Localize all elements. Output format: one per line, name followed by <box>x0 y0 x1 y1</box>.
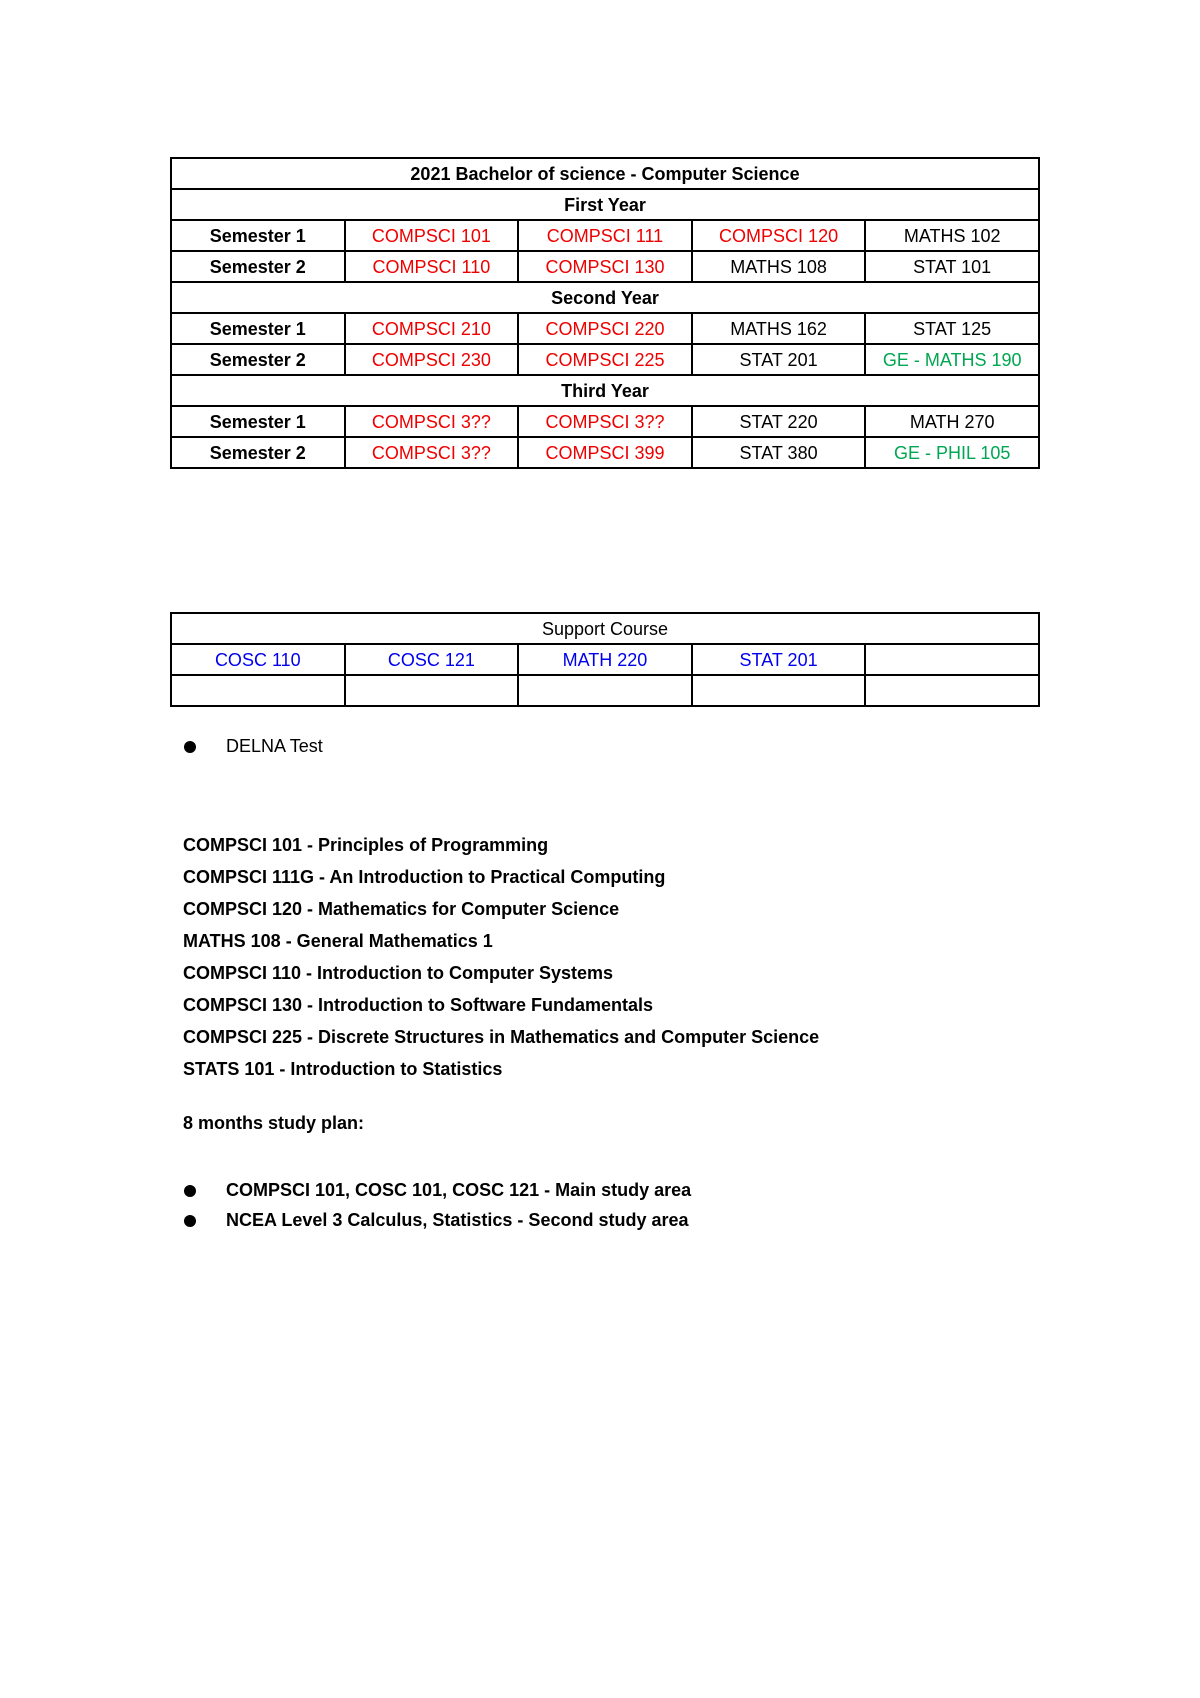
semester-label: Semester 1 <box>171 220 345 251</box>
support-course-row <box>171 644 1039 675</box>
course-cell: COMPSCI 3?? <box>345 406 519 437</box>
support-course-cell: COSC 110 <box>171 644 345 675</box>
course-cell: COMPSCI 110 <box>345 251 519 282</box>
course-description: COMPSCI 110 - Introduction to Computer Systems <box>183 963 614 983</box>
course-description: STATS 101 - Introduction to Statistics <box>183 1059 503 1079</box>
semester-label: Semester 1 <box>171 313 345 344</box>
semester-row <box>171 313 1039 344</box>
course-cell: COMPSCI 101 <box>345 220 519 251</box>
support-title: Support Course <box>171 613 1039 644</box>
year-row <box>171 375 1039 406</box>
plan-title: 2021 Bachelor of science - Computer Science <box>171 158 1039 189</box>
table-title-row <box>171 158 1039 189</box>
course-cell: COMPSCI 220 <box>518 313 692 344</box>
bullet-icon <box>184 741 196 753</box>
course-description: COMPSCI 111G - An Introduction to Practical Computing <box>183 867 666 887</box>
course-cell: COMPSCI 230 <box>345 344 519 375</box>
empty-cell <box>345 675 519 706</box>
course-cell: STAT 220 <box>692 406 866 437</box>
semester-label: Semester 2 <box>171 437 345 468</box>
course-cell: COMPSCI 111 <box>518 220 692 251</box>
year-label: Second Year <box>171 282 1039 313</box>
study-plan-item-text: NCEA Level 3 Calculus, Statistics - Second study area <box>226 1210 689 1230</box>
course-cell: COMPSCI 3?? <box>518 406 692 437</box>
bullet-icon <box>184 1215 196 1227</box>
empty-cell <box>518 675 692 706</box>
year-label: First Year <box>171 189 1039 220</box>
semester-row <box>171 220 1039 251</box>
study-plan-item <box>184 1210 689 1231</box>
course-description: COMPSCI 130 - Introduction to Software Fundamentals <box>183 995 654 1015</box>
course-cell: MATHS 162 <box>692 313 866 344</box>
course-cell: GE - PHIL 105 <box>865 437 1039 468</box>
course-cell: COMPSCI 120 <box>692 220 866 251</box>
course-cell: COMPSCI 210 <box>345 313 519 344</box>
course-cell: COMPSCI 399 <box>518 437 692 468</box>
course-description-list <box>183 829 819 1085</box>
semester-label: Semester 1 <box>171 406 345 437</box>
semester-row <box>171 437 1039 468</box>
support-course-cell: MATH 220 <box>518 644 692 675</box>
study-plan-title: 8 months study plan: <box>183 1113 365 1133</box>
semester-row <box>171 251 1039 282</box>
semester-label: Semester 2 <box>171 251 345 282</box>
year-label: Third Year <box>171 375 1039 406</box>
study-plan-item-text: COMPSCI 101, COSC 101, COSC 121 - Main study area <box>226 1180 692 1200</box>
delna-bullet <box>184 736 323 757</box>
course-cell: STAT 125 <box>865 313 1039 344</box>
course-cell: GE - MATHS 190 <box>865 344 1039 375</box>
study-plan-item <box>184 1180 691 1201</box>
semester-row <box>171 406 1039 437</box>
empty-row <box>171 675 1039 706</box>
support-course-cell: STAT 201 <box>692 644 866 675</box>
course-cell: MATH 270 <box>865 406 1039 437</box>
course-cell: MATHS 102 <box>865 220 1039 251</box>
degree-plan-table <box>170 157 1040 469</box>
course-cell: COMPSCI 130 <box>518 251 692 282</box>
course-description: COMPSCI 120 - Mathematics for Computer Science <box>183 899 620 919</box>
course-cell: MATHS 108 <box>692 251 866 282</box>
bullet-icon <box>184 1185 196 1197</box>
course-cell: STAT 380 <box>692 437 866 468</box>
empty-cell <box>692 675 866 706</box>
course-cell: STAT 101 <box>865 251 1039 282</box>
empty-cell <box>865 675 1039 706</box>
semester-label: Semester 2 <box>171 344 345 375</box>
year-row <box>171 189 1039 220</box>
course-description: MATHS 108 - General Mathematics 1 <box>183 931 493 951</box>
course-description: COMPSCI 225 - Discrete Structures in Mathematics and Computer Science <box>183 1027 820 1047</box>
support-course-cell <box>865 644 1039 675</box>
course-cell: STAT 201 <box>692 344 866 375</box>
course-description: COMPSCI 101 - Principles of Programming <box>183 835 549 855</box>
year-row <box>171 282 1039 313</box>
support-course-cell: COSC 121 <box>345 644 519 675</box>
support-course-table <box>170 612 1040 707</box>
support-title-row <box>171 613 1039 644</box>
course-cell: COMPSCI 225 <box>518 344 692 375</box>
delna-text: DELNA Test <box>226 736 323 756</box>
semester-row <box>171 344 1039 375</box>
course-cell: COMPSCI 3?? <box>345 437 519 468</box>
empty-cell <box>171 675 345 706</box>
